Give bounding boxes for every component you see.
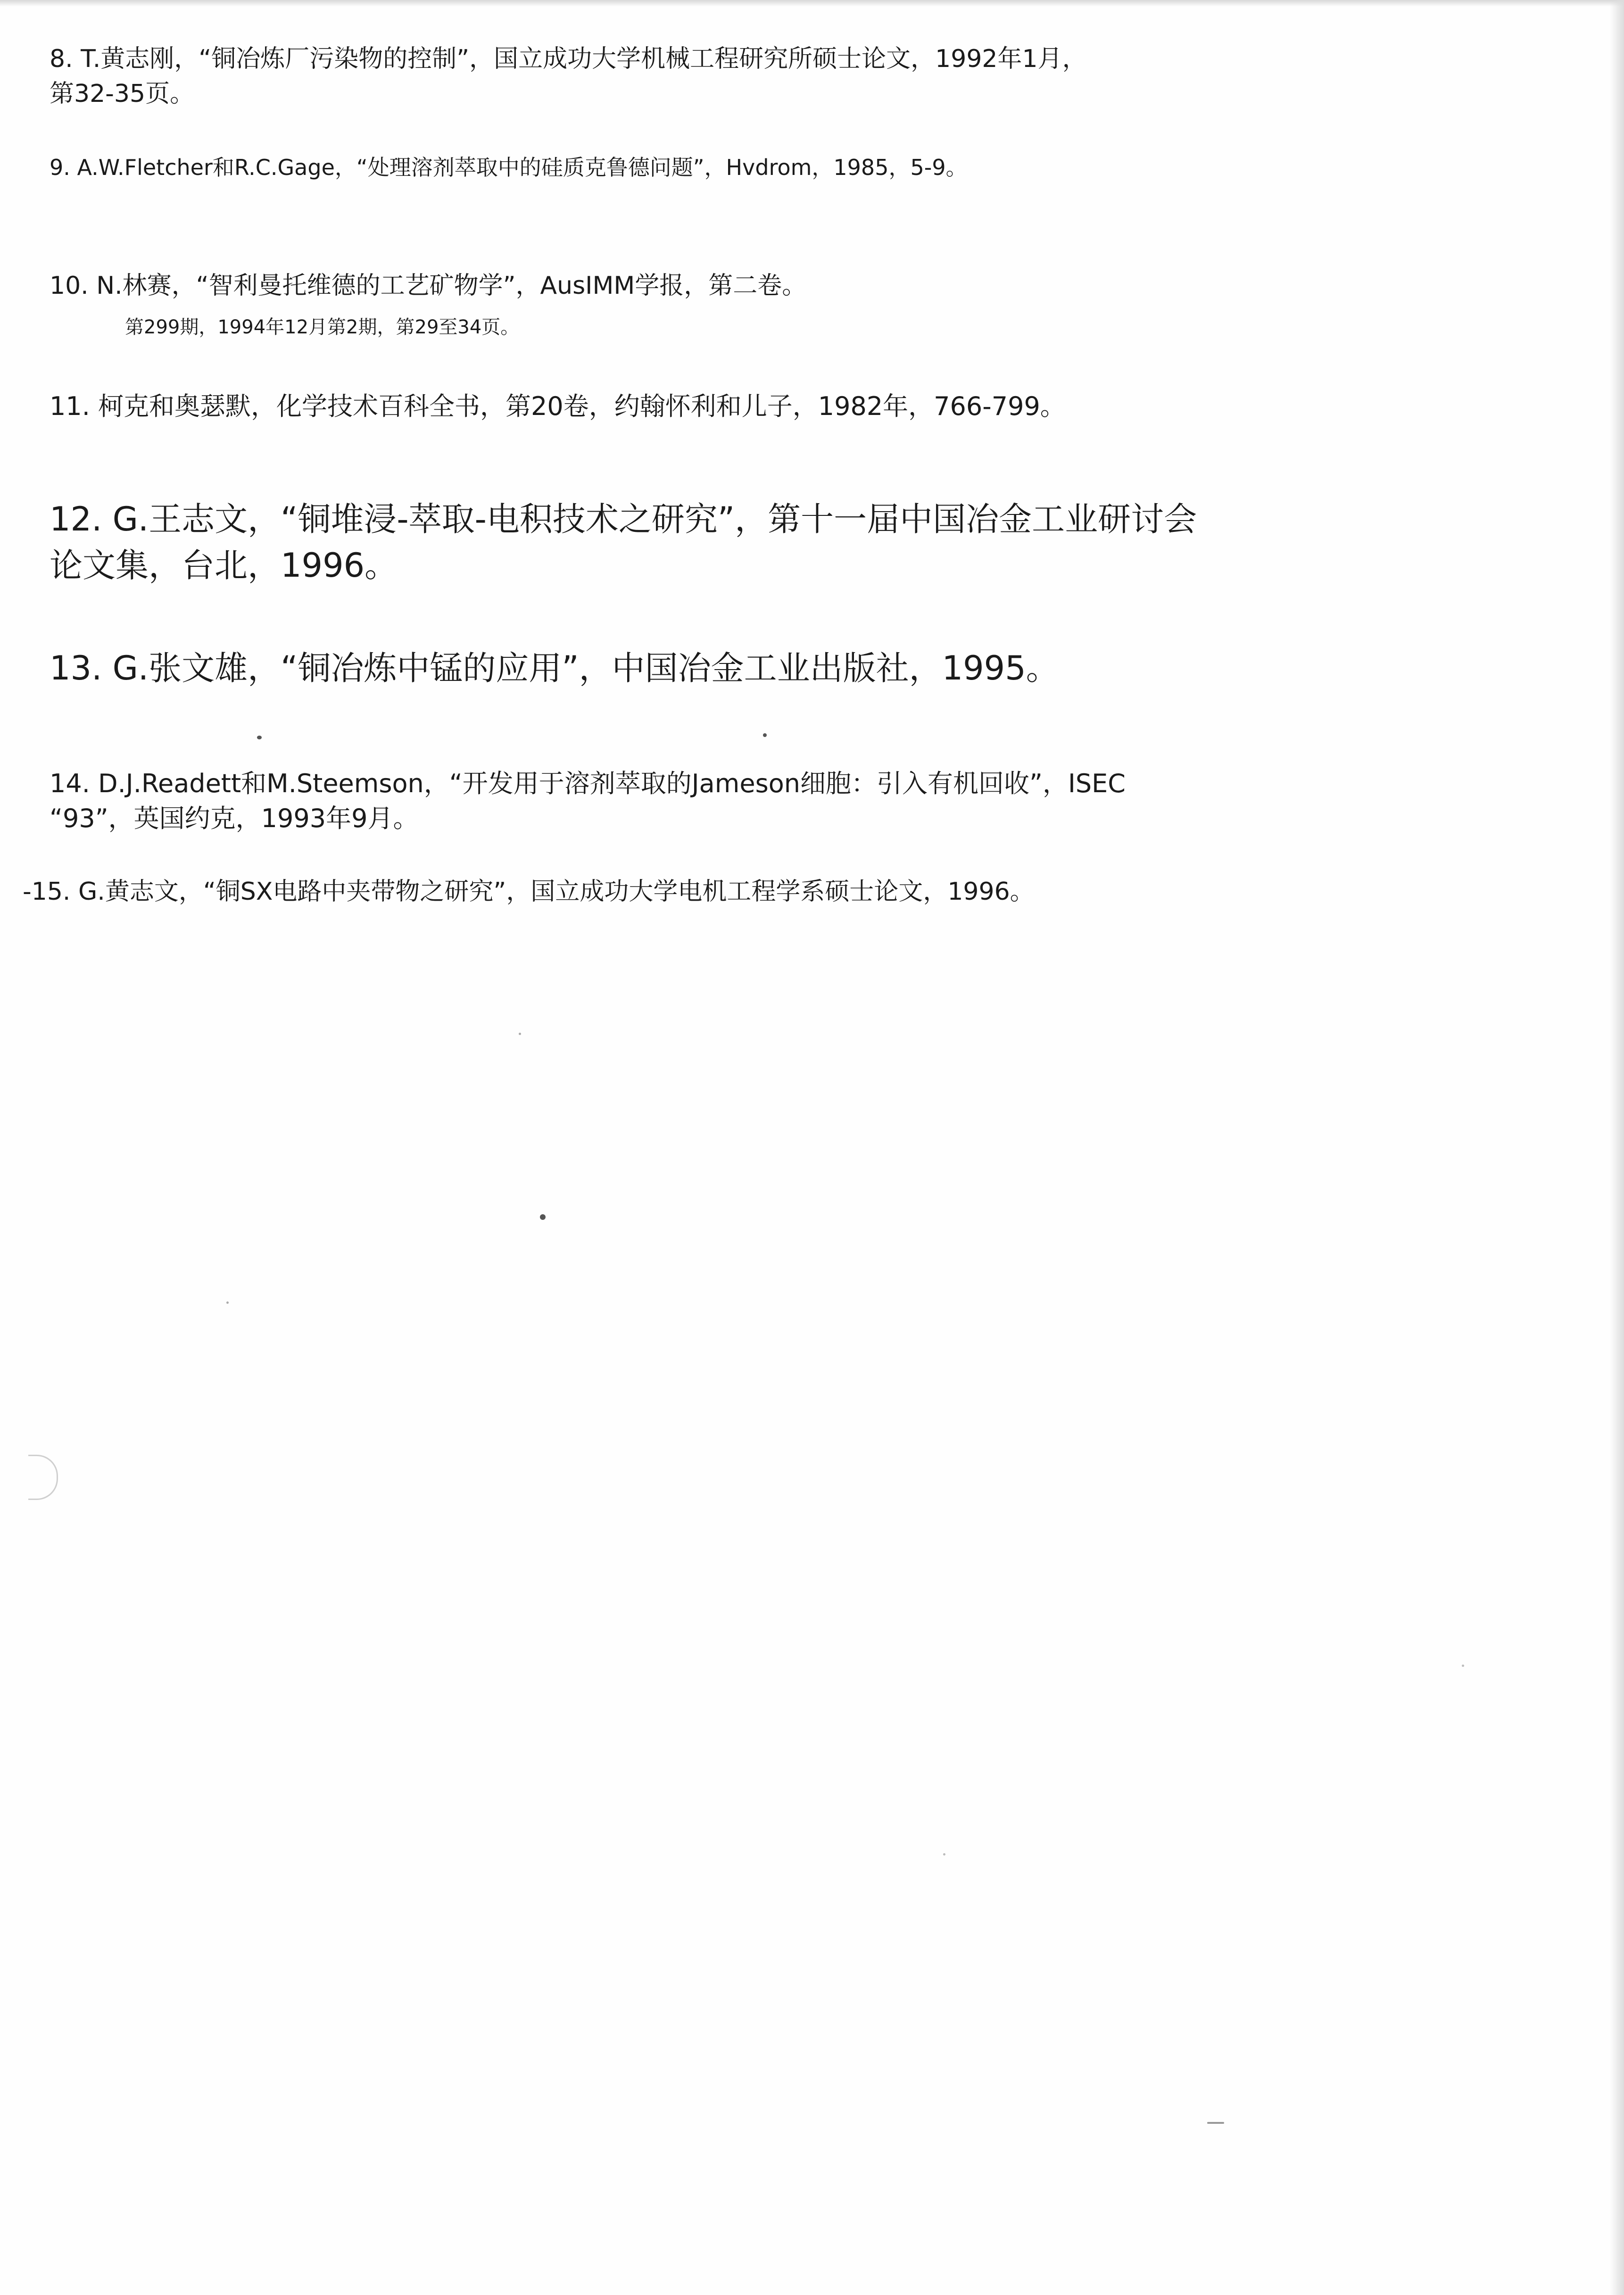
reference-10-line-2: 第299期，1994年12月第2期，第29至34页。 xyxy=(125,316,520,338)
reference-14-line-1: 14. D.J.Readett和M.Steemson，“开发用于溶剂萃取的Jameson细胞：引入有机回收”，ISEC xyxy=(50,769,1126,798)
reference-10-continuation xyxy=(125,316,519,339)
scan-speck xyxy=(1462,1665,1464,1667)
reference-12-line-2: 论文集，台北，1996。 xyxy=(50,546,398,585)
reference-14-line-2: “93”，英国约克，1993年9月。 xyxy=(50,804,419,833)
reference-9 xyxy=(50,155,968,181)
scan-speck xyxy=(226,1301,229,1304)
reference-8 xyxy=(50,41,1087,111)
reference-10 xyxy=(50,271,806,300)
reference-8-line-1: 8. T.黄志刚，“铜冶炼厂污染物的控制”，国立成功大学机械工程研究所硕士论文，1992年1月， xyxy=(50,45,1087,73)
scan-edge-right xyxy=(1610,0,1624,2295)
reference-14 xyxy=(50,766,1126,836)
scan-speck xyxy=(257,736,262,739)
scan-smudge xyxy=(28,1455,58,1500)
reference-9-line-1: 9. A.W.Fletcher和R.C.Gage，“处理溶剂萃取中的硅质克鲁德问题”，Hvdrom，1985，5-9。 xyxy=(50,155,968,180)
scan-speck xyxy=(519,1033,521,1035)
reference-11 xyxy=(50,391,1066,422)
reference-10-line-1: 10. N.林赛，“智利曼托维德的工艺矿物学”，AusIMM学报，第二卷。 xyxy=(50,272,807,300)
reference-15-line-1: -15. G.黄志文，“铜SX电路中夹带物之研究”，国立成功大学电机工程学系硕士论文，1996。 xyxy=(23,878,1035,906)
reference-15 xyxy=(23,877,1035,906)
reference-12-line-1: 12. G.王志文，“铜堆浸-萃取-电积技术之研究”，第十一届中国冶金工业研讨会 xyxy=(50,500,1197,539)
scan-speck xyxy=(540,1214,546,1220)
scan-speck xyxy=(1207,2122,1224,2124)
reference-11-line-1: 11. 柯克和奥瑟默，化学技术百科全书，第20卷，约翰怀利和儿子，1982年，766-799。 xyxy=(50,391,1066,421)
reference-13-line-1: 13. G.张文雄，“铜冶炼中锰的应用”，中国冶金工业出版社，1995。 xyxy=(50,649,1059,688)
reference-8-line-2: 第32-35页。 xyxy=(50,80,195,108)
scan-speck xyxy=(763,733,767,737)
scan-speck xyxy=(943,1853,945,1856)
reference-12 xyxy=(50,496,1197,588)
scan-edge-top xyxy=(0,0,1624,7)
reference-13 xyxy=(50,648,1059,688)
